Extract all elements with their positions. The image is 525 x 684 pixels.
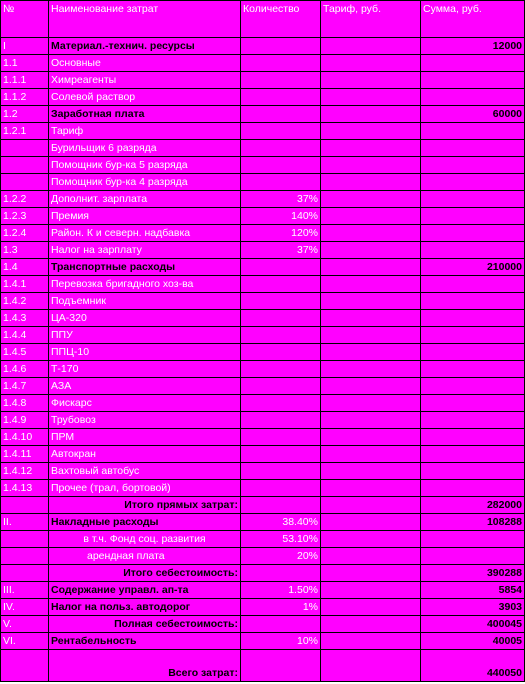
cell-tariff (321, 446, 421, 463)
cell-tariff (321, 548, 421, 565)
table-row (1, 276, 525, 293)
cell-tariff (321, 276, 421, 293)
cell-name: Премия (49, 208, 241, 225)
cell-quantity (241, 259, 321, 276)
cell-quantity: 53.10% (241, 531, 321, 548)
cell-name: Дополнит. зарплата (49, 191, 241, 208)
table-row (1, 582, 525, 599)
cell-number: IV. (1, 599, 49, 616)
table-row (1, 599, 525, 616)
cell-number (1, 531, 49, 548)
cell-sum: 400045 (421, 616, 525, 633)
cell-name: Химреагенты (49, 72, 241, 89)
cell-quantity (241, 344, 321, 361)
cell-sum (421, 344, 525, 361)
table-row (1, 293, 525, 310)
cell-name: Т-170 (49, 361, 241, 378)
cell-number: 1.2.2 (1, 191, 49, 208)
cell-name: Помощник бур-ка 4 разряда (49, 174, 241, 191)
cell-number (1, 157, 49, 174)
cell-number: 1.4.7 (1, 378, 49, 395)
cell-tariff (321, 123, 421, 140)
cell-number: 1.2.4 (1, 225, 49, 242)
cell-name: Район. К и северн. надбавка (49, 225, 241, 242)
table-row (1, 412, 525, 429)
cell-sum (421, 174, 525, 191)
cell-number (1, 650, 49, 682)
table-row (1, 174, 525, 191)
cell-number: 1.4.11 (1, 446, 49, 463)
cell-name: Автокран (49, 446, 241, 463)
cell-sum (421, 446, 525, 463)
cell-name: Прочее (трал, бортовой) (49, 480, 241, 497)
cell-quantity (241, 480, 321, 497)
cell-sum (421, 208, 525, 225)
cell-tariff (321, 157, 421, 174)
cell-sum (421, 242, 525, 259)
cell-tariff (321, 310, 421, 327)
cell-quantity (241, 72, 321, 89)
cell-quantity (241, 157, 321, 174)
cell-sum (421, 157, 525, 174)
header-tariff: Тариф, руб. (321, 1, 421, 38)
cell-number: 1.4.3 (1, 310, 49, 327)
table-row (1, 140, 525, 157)
cell-name: Накладные расходы (49, 514, 241, 531)
cell-sum: 210000 (421, 259, 525, 276)
cell-quantity (241, 55, 321, 72)
cell-number: 1.4.2 (1, 293, 49, 310)
table-row (1, 225, 525, 242)
header-sum: Сумма, руб. (421, 1, 525, 38)
cell-sum: 60000 (421, 106, 525, 123)
cell-quantity (241, 38, 321, 55)
cell-sum: 3903 (421, 599, 525, 616)
cell-name: Перевозка бригадного хоз-ва (49, 276, 241, 293)
table-row (1, 395, 525, 412)
cell-name: Вахтовый автобус (49, 463, 241, 480)
cell-tariff (321, 344, 421, 361)
cell-tariff (321, 140, 421, 157)
table-row (1, 208, 525, 225)
cell-quantity (241, 89, 321, 106)
cell-tariff (321, 378, 421, 395)
table-row (1, 55, 525, 72)
cell-tariff (321, 89, 421, 106)
cell-name: в т.ч. Фонд соц. развития (49, 531, 241, 548)
header-quantity: Количество (241, 1, 321, 38)
cell-quantity (241, 140, 321, 157)
cell-quantity (241, 412, 321, 429)
cell-quantity (241, 174, 321, 191)
cell-tariff (321, 599, 421, 616)
cell-name: Солевой раствор (49, 89, 241, 106)
cell-sum (421, 225, 525, 242)
cell-quantity (241, 378, 321, 395)
cell-number: 1.2.3 (1, 208, 49, 225)
cell-quantity (241, 276, 321, 293)
cell-number: 1.4.12 (1, 463, 49, 480)
table-row (1, 378, 525, 395)
cell-number: I (1, 38, 49, 55)
cell-quantity: 37% (241, 191, 321, 208)
cell-name: Итого себестоимость: (49, 565, 241, 582)
table-row (1, 429, 525, 446)
cell-sum (421, 55, 525, 72)
header-name: Наименование затрат (49, 1, 241, 38)
cell-tariff (321, 582, 421, 599)
cell-number: 1.4.8 (1, 395, 49, 412)
cell-tariff (321, 361, 421, 378)
cell-number: II. (1, 514, 49, 531)
cell-sum: 390288 (421, 565, 525, 582)
cell-name: Подъемник (49, 293, 241, 310)
cell-tariff (321, 327, 421, 344)
cell-name: Заработная плата (49, 106, 241, 123)
cell-tariff (321, 38, 421, 55)
cell-sum: 440050 (421, 650, 525, 682)
cell-name: Тариф (49, 123, 241, 140)
cell-sum (421, 412, 525, 429)
cell-name: Транспортные расходы (49, 259, 241, 276)
cell-tariff (321, 565, 421, 582)
cell-sum (421, 463, 525, 480)
cell-sum: 12000 (421, 38, 525, 55)
cell-name: Налог на польз. автодорог (49, 599, 241, 616)
table-row (1, 616, 525, 633)
cell-number: 1.4 (1, 259, 49, 276)
cell-number: 1.4.10 (1, 429, 49, 446)
cell-number (1, 548, 49, 565)
cell-sum (421, 140, 525, 157)
cell-tariff (321, 650, 421, 682)
cell-quantity (241, 429, 321, 446)
cell-name: Содержание управл. ап-та (49, 582, 241, 599)
cell-tariff (321, 497, 421, 514)
cell-quantity (241, 327, 321, 344)
cell-number: 1.4.4 (1, 327, 49, 344)
cell-quantity: 140% (241, 208, 321, 225)
cell-quantity: 10% (241, 633, 321, 650)
cell-number: VI. (1, 633, 49, 650)
cell-number: III. (1, 582, 49, 599)
cell-tariff (321, 191, 421, 208)
cell-quantity (241, 361, 321, 378)
cell-sum (421, 531, 525, 548)
table-row (1, 548, 525, 565)
cell-tariff (321, 293, 421, 310)
table-row (1, 259, 525, 276)
cell-sum (421, 72, 525, 89)
table-row (1, 72, 525, 89)
cell-sum (421, 276, 525, 293)
header-number: № (1, 1, 49, 38)
table-row (1, 38, 525, 55)
cell-number (1, 565, 49, 582)
cell-number: V. (1, 616, 49, 633)
cell-name: ППЦ-10 (49, 344, 241, 361)
cell-sum (421, 123, 525, 140)
cell-tariff (321, 616, 421, 633)
table-row (1, 191, 525, 208)
cell-name: Основные (49, 55, 241, 72)
cell-name: Полная себестоимость: (49, 616, 241, 633)
cell-quantity: 1% (241, 599, 321, 616)
cell-name: Трубовоз (49, 412, 241, 429)
cell-quantity: 120% (241, 225, 321, 242)
table-row (1, 157, 525, 174)
cell-quantity (241, 106, 321, 123)
cell-number: 1.1.2 (1, 89, 49, 106)
cell-tariff (321, 531, 421, 548)
cell-name: арендная плата (49, 548, 241, 565)
cell-tariff (321, 174, 421, 191)
table-row (1, 242, 525, 259)
table-row (1, 106, 525, 123)
cell-name: Всего затрат: (49, 650, 241, 682)
cell-tariff (321, 480, 421, 497)
cell-tariff (321, 106, 421, 123)
cell-quantity (241, 395, 321, 412)
table-row (1, 633, 525, 650)
table-row (1, 480, 525, 497)
cell-quantity (241, 446, 321, 463)
cell-sum (421, 191, 525, 208)
cell-quantity: 37% (241, 242, 321, 259)
cell-sum (421, 89, 525, 106)
cell-number: 1.4.13 (1, 480, 49, 497)
cell-number (1, 497, 49, 514)
cell-quantity (241, 310, 321, 327)
cell-quantity: 20% (241, 548, 321, 565)
table-row (1, 310, 525, 327)
cell-tariff (321, 633, 421, 650)
table-row (1, 463, 525, 480)
cell-number: 1.3 (1, 242, 49, 259)
cell-quantity (241, 497, 321, 514)
table-row (1, 650, 525, 682)
cell-sum (421, 429, 525, 446)
cell-name: АЗА (49, 378, 241, 395)
cell-tariff (321, 395, 421, 412)
cell-quantity (241, 463, 321, 480)
table-row (1, 514, 525, 531)
cell-quantity (241, 123, 321, 140)
cell-number: 1.4.6 (1, 361, 49, 378)
table-row (1, 446, 525, 463)
cell-sum: 282000 (421, 497, 525, 514)
cell-tariff (321, 242, 421, 259)
cell-number (1, 140, 49, 157)
table-row (1, 565, 525, 582)
header-row (1, 1, 525, 38)
cell-tariff (321, 514, 421, 531)
table-row (1, 123, 525, 140)
cell-sum (421, 480, 525, 497)
cell-number: 1.1.1 (1, 72, 49, 89)
cell-sum (421, 327, 525, 344)
table-row (1, 344, 525, 361)
cell-sum (421, 548, 525, 565)
cell-quantity (241, 565, 321, 582)
table-row (1, 497, 525, 514)
cell-quantity: 38.40% (241, 514, 321, 531)
cell-name: Налог на зарплату (49, 242, 241, 259)
cell-name: Помощник бур-ка 5 разряда (49, 157, 241, 174)
cell-tariff (321, 225, 421, 242)
cell-quantity (241, 293, 321, 310)
cell-number: 1.4.5 (1, 344, 49, 361)
cell-name: Бурильщик 6 разряда (49, 140, 241, 157)
cell-number: 1.2.1 (1, 123, 49, 140)
cell-sum: 108288 (421, 514, 525, 531)
table-row (1, 361, 525, 378)
cell-sum (421, 293, 525, 310)
cell-sum: 5854 (421, 582, 525, 599)
cell-sum (421, 310, 525, 327)
cell-number: 1.4.1 (1, 276, 49, 293)
cell-name: ППУ (49, 327, 241, 344)
cell-quantity (241, 650, 321, 682)
cell-number: 1.1 (1, 55, 49, 72)
cell-tariff (321, 463, 421, 480)
table-row (1, 327, 525, 344)
cell-tariff (321, 429, 421, 446)
cell-sum (421, 395, 525, 412)
cell-name: ЦА-320 (49, 310, 241, 327)
cell-sum (421, 378, 525, 395)
cell-tariff (321, 412, 421, 429)
cell-number (1, 174, 49, 191)
cell-quantity (241, 616, 321, 633)
table-row (1, 89, 525, 106)
cell-tariff (321, 208, 421, 225)
cell-tariff (321, 72, 421, 89)
cell-number: 1.2 (1, 106, 49, 123)
cell-sum (421, 361, 525, 378)
cell-name: Материал.-технич. ресурсы (49, 38, 241, 55)
cell-name: Фискарс (49, 395, 241, 412)
cell-sum: 40005 (421, 633, 525, 650)
cell-name: Итого прямых затрат: (49, 497, 241, 514)
cell-name: ПРМ (49, 429, 241, 446)
cell-name: Рентабельность (49, 633, 241, 650)
table-row (1, 531, 525, 548)
cell-tariff (321, 259, 421, 276)
cell-number: 1.4.9 (1, 412, 49, 429)
cell-quantity: 1.50% (241, 582, 321, 599)
cell-tariff (321, 55, 421, 72)
